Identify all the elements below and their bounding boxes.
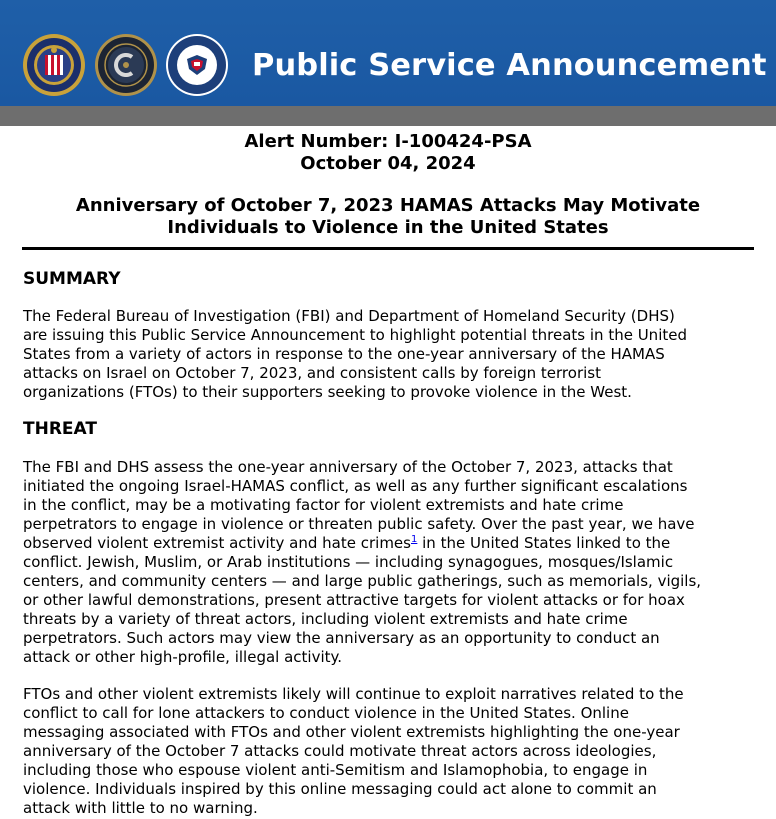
fbi-seal-icon [22, 33, 86, 97]
fto-line: FTOs and other violent extremists likely will continue to exploit narratives related to the [23, 685, 684, 703]
banner-stripe [0, 106, 776, 126]
divider-rule [22, 247, 754, 250]
threat-line: attack or other high-profile, illegal activity. [23, 648, 343, 666]
threat-line: or other lawful demonstrations, present attractive targets for violent attacks or for hoax [23, 591, 685, 609]
threat-line-with-footnote [23, 534, 763, 553]
fto-line: conflict to call for lone attackers to conduct violence in the United States. Online [23, 704, 629, 722]
footnote-link[interactable]: 1 [410, 534, 418, 545]
summary-line: States from a variety of actors in response to the one-year anniversary of the HAMAS [23, 345, 665, 363]
summary-line: are issuing this Public Service Announcement to highlight potential threats in the United [23, 326, 687, 344]
summary-line: The Federal Bureau of Investigation (FBI) and Department of Homeland Security (DHS) [23, 307, 675, 325]
banner-title: Public Service Announcement [252, 48, 767, 83]
threat-line: threats by a variety of threat actors, including violent extremists and hate crime [23, 610, 628, 628]
fto-line: including those who espouse violent anti-Semitism and Islamophobia, to engage in [23, 761, 648, 779]
headline [20, 195, 756, 239]
alert-number: Alert Number: I-100424-PSA [244, 131, 532, 152]
threat-line: initiated the ongoing Israel-HAMAS conflict, as well as any further significant escalations [23, 477, 688, 495]
threat-line: The FBI and DHS assess the one-year anniversary of the October 7, 2023, attacks that [23, 458, 673, 476]
fto-line: violence. Individuals inspired by this online messaging could act alone to commit an [23, 780, 657, 798]
summary-paragraph [23, 307, 763, 402]
threat-line: perpetrators. Such actors may view the anniversary as an opportunity to conduct an [23, 629, 660, 647]
fto-paragraph [23, 685, 763, 818]
threat-line: in the conflict, may be a motivating factor for violent extremists and hate crime [23, 496, 624, 514]
psa-banner [0, 0, 776, 106]
threat-line: conflict. Jewish, Muslim, or Arab institutions — including synagogues, mosques/Islamic [23, 553, 674, 571]
threat-heading: THREAT [23, 419, 97, 439]
threat-line-part: observed violent extremist activity and hate crimes [23, 534, 411, 552]
fto-line: attack with little to no warning. [23, 799, 258, 817]
headline-line: Anniversary of October 7, 2023 HAMAS Attacks May Motivate [75, 195, 701, 216]
threat-line-part: in the United States linked to the [417, 534, 671, 552]
summary-line: organizations (FTOs) to their supporters seeking to provoke violence in the West. [23, 383, 632, 401]
summary-heading: SUMMARY [23, 269, 121, 289]
alert-date: October 04, 2024 [300, 153, 476, 174]
fto-line: anniversary of the October 7 attacks could motivate threat actors across ideologies, [23, 742, 657, 760]
threat-line: centers, and community centers — and large public gatherings, such as memorials, vigils, [23, 572, 702, 590]
dhs-seal-icon [165, 33, 229, 97]
threat-paragraph [23, 458, 763, 667]
summary-line: attacks on Israel on October 7, 2023, and consistent calls by foreign terrorist [23, 364, 601, 382]
fto-line: messaging associated with FTOs and other violent extremists highlighting the one-year [23, 723, 680, 741]
headline-line: Individuals to Violence in the United States [167, 217, 609, 238]
intelligence-community-seal-icon [94, 33, 158, 97]
threat-line: perpetrators to engage in violence or threaten public safety. Over the past year, we have [23, 515, 695, 533]
